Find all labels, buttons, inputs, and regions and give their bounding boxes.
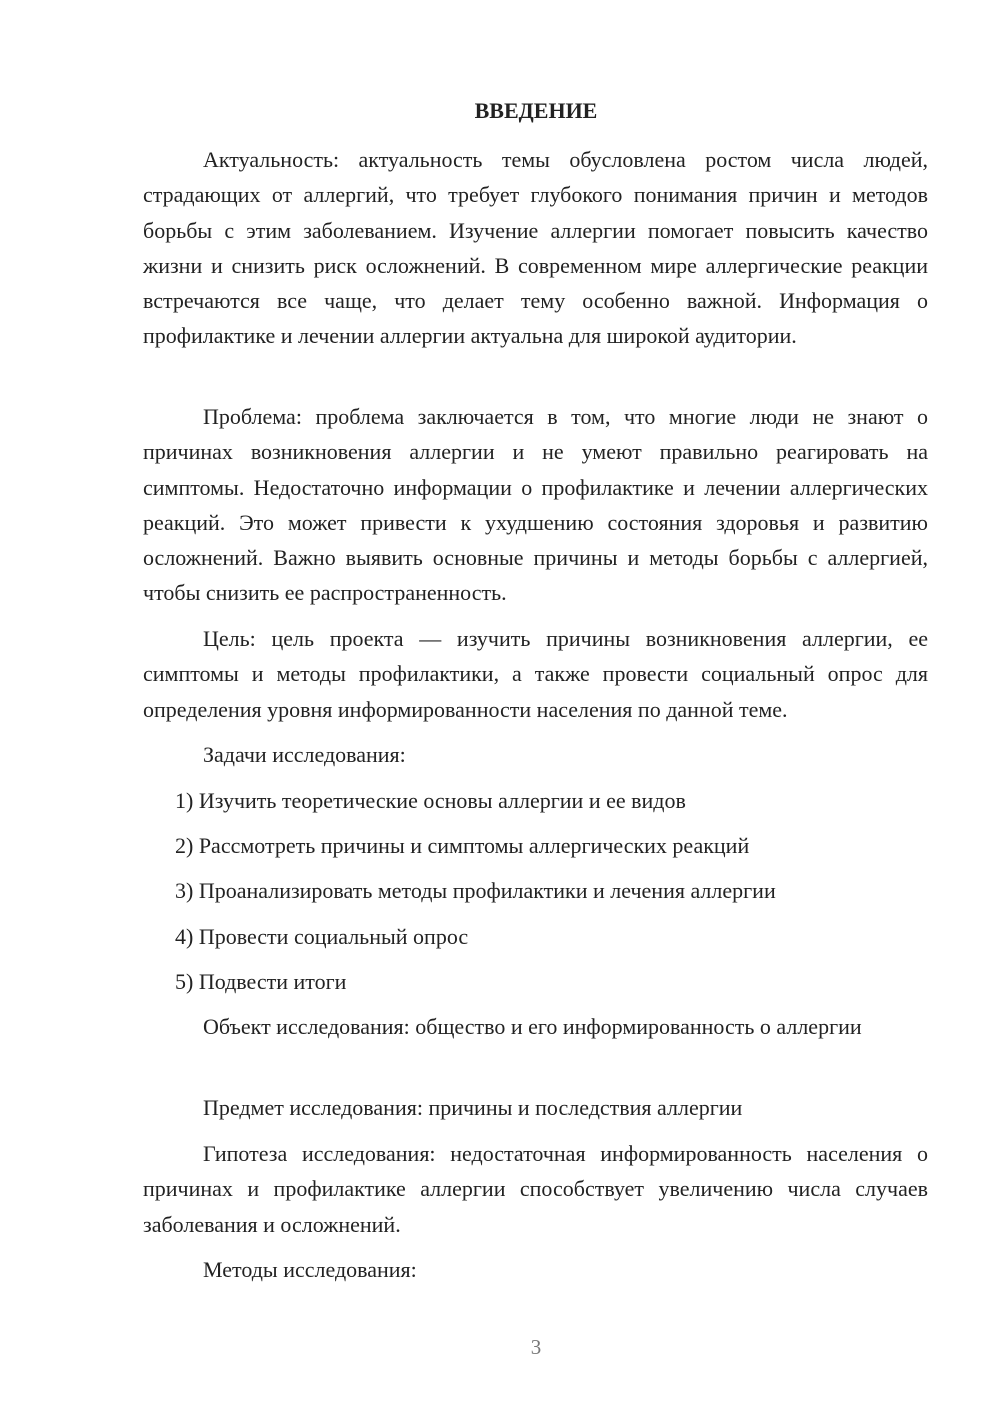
section-title: ВВЕДЕНИЕ bbox=[474, 98, 598, 123]
task-item: 4) Провести социальный опрос bbox=[175, 924, 469, 949]
task-item: 5) Подвести итоги bbox=[175, 969, 347, 994]
task-item: 2) Рассмотреть причины и симптомы аллергических реакций bbox=[175, 833, 750, 858]
goal-paragraph: Цель: цель проекта — изучить причины возникновения аллергии, ее симптомы и методы профилактики, а также провести социальный опрос для определения уровня информированности населения по данной теме. bbox=[143, 626, 928, 722]
page-number: 3 bbox=[530, 1335, 542, 1359]
methods-heading: Методы исследования: bbox=[203, 1257, 417, 1282]
relevance-paragraph: Актуальность: актуальность темы обусловлена ростом числа людей, страдающих от аллергий, что требует глубокого понимания причин и методов борьбы с этим заболеванием. Изучение аллергии помогает повысить качество жизни и снизить риск осложнений. В современном мире аллергические реакции встречаются все чаще, что делает тему особенно важной. Информация о профилактике и лечении аллергии актуальна для широкой аудитории. bbox=[143, 147, 928, 349]
hypothesis-paragraph: Гипотеза исследования: недостаточная информированность населения о причинах и профилактике аллергии способствует увеличению числа случаев заболевания и осложнений. bbox=[143, 1141, 928, 1237]
problem-paragraph: Проблема: проблема заключается в том, что многие люди не знают о причинах возникновения аллергии и не умеют правильно реагировать на симптомы. Недостаточно информации о профилактике и лечении аллергических реакций. Это может привести к ухудшению состояния здоровья и развитию осложнений. Важно выявить основные причины и методы борьбы с аллергией, чтобы снизить ее распространенность. bbox=[143, 404, 928, 606]
object-paragraph: Объект исследования: общество и его информированность о аллергии bbox=[203, 1014, 862, 1039]
subject-paragraph: Предмет исследования: причины и последствия аллергии bbox=[203, 1095, 743, 1120]
task-item: 1) Изучить теоретические основы аллергии и ее видов bbox=[175, 788, 686, 813]
tasks-heading: Задачи исследования: bbox=[203, 742, 406, 767]
task-item: 3) Проанализировать методы профилактики и лечения аллергии bbox=[175, 878, 776, 903]
